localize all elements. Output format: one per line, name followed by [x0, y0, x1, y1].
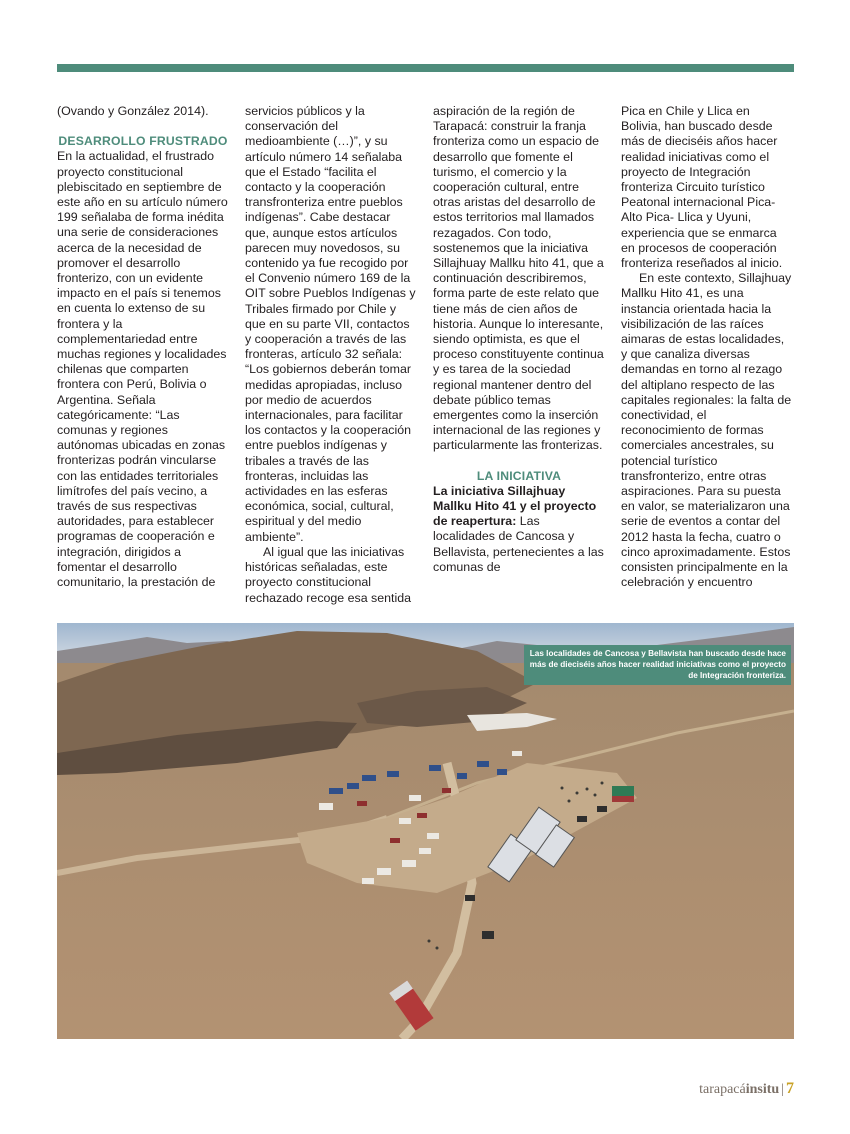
paragraph: Pica en Chile y Llica en Bolivia, han buscado desde más de dieciséis años hacer realidad iniciativas como el proyecto de Integración fronteriza Circuito turístico Peatonal internacional Pica- Alto Pica- Llica y Uyuni, experiencia que se enmarca en procesos de cooperación fronteriza reseñados al inicio. [621, 104, 783, 271]
spacer [57, 119, 229, 134]
paragraph: (Ovando y González 2014). [57, 104, 209, 118]
footer-separator: | [781, 1082, 784, 1097]
footer-brand-bold: insitu [745, 1082, 780, 1097]
paragraph: aspiración de la región de Tarapacá: construir la franja fronteriza como un espacio de desarrollo que fomente el turismo, el comercio y la cooperación cultural, entre otras aristas del desarrollo de estos territorios mal llamados rezagados. Con todo, sostenemos que la iniciativa Sillajhuay Mallku hito 41, que a continuación describiremos, forma parte de este relato que tiene más de cien años de historia. Aunque lo interesante, siendo optimista, es que el proceso constituyente continua y es tarea de la sociedad regional mantener dentro del debate público temas emergentes como la inserción internacional de las regiones y particularmente las fronterizas. [433, 104, 604, 453]
paragraph: Al igual que las iniciativas históricas señaladas, este proyecto constitucional rechazado recoge esa sentida [245, 544, 412, 605]
top-rule [57, 64, 794, 72]
column-1 [57, 104, 229, 590]
paragraph: servicios públicos y la conservación del medioambiente (…)”, y su artículo número 14 señalaba que el Estado “facilita el contacto y la cooperación transfronteriza entre pueblos indígenas”. Cabe destacar que, aunque estos artículos parecen muy novedosos, su contenido ya fue recogido por el Convenio número 169 de la OIT sobre Pueblos Indígenas y Tribales firmado por Chile y que en su parte VII, contactos y cooperación a través de las fronteras, artículo 32 señala: “Los gobiernos deberán tomar medidas apropiadas, incluso por medio de acuerdos internacionales, para facilitar los contactos y la cooperación entre pueblos indígenas y tribales a través de las fronteras, incluidas las actividades en las esferas económica, social, cultural, espiritual y del medio ambiente”. [245, 104, 416, 544]
aerial-photo-illustration [57, 623, 794, 1039]
paragraph: En la actualidad, el frustrado proyecto constitucional plebiscitado en septiembre de este año en su artículo número 199 señalaba de forma inédita una serie de consideraciones acerca de la necesidad de promover el desarrollo fronterizo, con un evidente impacto en el país si tenemos en cuenta lo extenso de su frontera y la complementariedad entre muchas regiones y localidades chilenas que comparten frontera con Perú, Bolivia o Argentina. Señala categóricamente: “Las comunas y regiones autónomas ubicadas en zonas fronterizas podrán vincularse con las entidades territoriales limítrofes del país vecino, a través de sus respectivas autoridades, para establecer programas de cooperación e integración, dirigidos a fomentar el desarrollo comunitario, la prestación de [57, 149, 228, 590]
footer-brand-regular: tarapacá [699, 1082, 746, 1097]
column-2 [245, 104, 417, 606]
column-4 [621, 104, 793, 591]
page-footer [699, 1080, 794, 1098]
section-heading-desarrollo-frustrado: DESARROLLO FRUSTRADO [58, 134, 228, 149]
paragraph: En este contexto, Sillajhuay Mallku Hito 41, es una instancia orientada hacia la visibilización de las raíces aimaras de estas localidades, y que canaliza diversas demandas en torno al rezago del altiplano respecto de las capitales regionales: la falta de conectividad, el reconocimiento de formas comerciales ancestrales, su potencial turístico transfronterizo, entre otras aspiraciones. Para su puesta en valor, se materializaron una serie de eventos a contar del 2012 hasta la fecha, cuatro o cinco aproximadamente. Estos consisten principalmente en la celebración y encuentro [621, 271, 792, 590]
spacer [433, 454, 605, 469]
paragraph-text: Las localidades de Cancosa y Bellavista, pertenecientes a las comunas de [433, 514, 604, 574]
photo-caption: Las localidades de Cancosa y Bellavista han buscado desde hace más de dieciséis años hacer realidad iniciativas como el proyecto de Integración fronteriza. [524, 645, 791, 685]
article-body [57, 104, 794, 604]
page-number: 7 [786, 1080, 794, 1097]
column-3 [433, 104, 605, 575]
aerial-photo [57, 623, 794, 1039]
section-heading-la-iniciativa: LA INICIATIVA [476, 468, 562, 483]
paragraph [433, 484, 605, 575]
lead-in: La iniciativa Sillajhuay Mallku Hito 41 y el proyecto de reapertura: [433, 483, 597, 529]
